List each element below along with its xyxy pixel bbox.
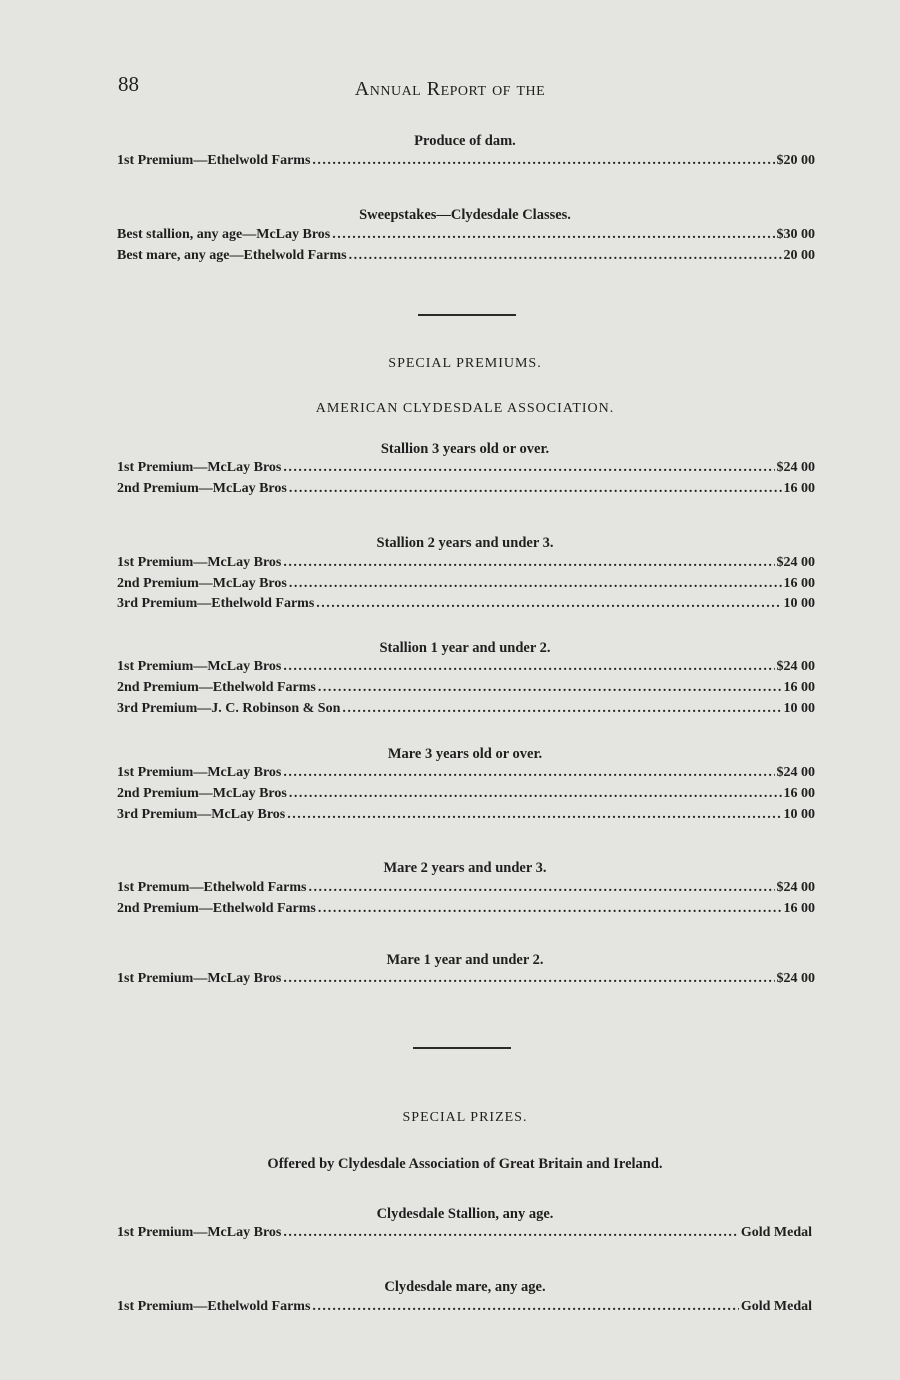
leader-dots <box>283 659 774 675</box>
leader-dots <box>342 701 781 717</box>
leader-dots <box>283 971 774 987</box>
entry-amount: 16 00 <box>783 901 815 916</box>
leader-dots <box>283 1225 738 1241</box>
section-title-mare-2: Mare 2 years and under 3. <box>383 860 547 876</box>
leader-dots <box>316 596 781 612</box>
leader-dots <box>289 786 782 802</box>
entry-label: 2nd Premium—Ethelwold Farms <box>117 901 316 916</box>
leader-dots <box>283 460 774 476</box>
entry-label: 3rd Premium—J. C. Robinson & Son <box>117 701 341 716</box>
entry-amount: 10 00 <box>783 596 815 611</box>
section-divider <box>418 314 516 316</box>
entry-amount: 20 00 <box>783 248 815 263</box>
list-item <box>117 481 815 501</box>
leader-dots <box>283 555 774 571</box>
list-item <box>117 153 815 173</box>
section-title-mare-3: Mare 3 years old or over. <box>387 746 543 762</box>
entry-label: 1st Premum—Ethelwold Farms <box>117 880 307 895</box>
entry-label: 2nd Premium—McLay Bros <box>117 481 287 496</box>
entry-amount: 16 00 <box>783 481 815 496</box>
section-title-stallion-2: Stallion 2 years and under 3. <box>376 535 554 551</box>
special-premiums-heading: SPECIAL PREMIUMS. <box>388 356 542 371</box>
entry-amount: $24 00 <box>776 880 815 895</box>
list-item <box>117 807 815 827</box>
entry-amount: $24 00 <box>776 659 815 674</box>
entry-label: 1st Premium—Ethelwold Farms <box>117 153 311 168</box>
list-item <box>117 901 815 921</box>
entry-amount: $24 00 <box>776 765 815 780</box>
running-head-text: Annual Report of the <box>354 78 546 100</box>
list-item <box>117 701 815 721</box>
list-item <box>117 1225 812 1245</box>
entry-amount: $24 00 <box>776 460 815 475</box>
list-item <box>117 576 815 596</box>
leader-dots <box>312 153 774 169</box>
list-item <box>117 1299 812 1319</box>
entry-label: 3rd Premium—McLay Bros <box>117 807 286 822</box>
entry-label: 2nd Premium—Ethelwold Farms <box>117 680 316 695</box>
section-title-mare-1: Mare 1 year and under 2. <box>386 952 544 968</box>
entry-amount: $24 00 <box>776 971 815 986</box>
offered-by-line: Offered by Clydesdale Association of Great Britain and Ireland. <box>267 1156 663 1172</box>
section-title-produce-of-dam: Produce of dam. <box>414 133 516 149</box>
entry-amount: $24 00 <box>776 555 815 570</box>
leader-dots <box>283 765 774 781</box>
entry-label: 3rd Premium—Ethelwold Farms <box>117 596 315 611</box>
list-item <box>117 971 815 991</box>
entry-amount: $30 00 <box>776 227 815 242</box>
leader-dots <box>332 227 774 243</box>
list-item <box>117 596 815 616</box>
list-item <box>117 248 815 268</box>
list-item <box>117 680 815 700</box>
entry-amount: Gold Medal <box>740 1225 812 1240</box>
leader-dots <box>318 901 782 917</box>
leader-dots <box>289 576 782 592</box>
list-item <box>117 460 815 480</box>
entry-amount: Gold Medal <box>740 1299 812 1314</box>
entry-label: 2nd Premium—McLay Bros <box>117 576 287 591</box>
association-heading: AMERICAN CLYDESDALE ASSOCIATION. <box>315 401 615 416</box>
leader-dots <box>318 680 782 696</box>
section-divider <box>413 1047 511 1049</box>
leader-dots <box>349 248 782 264</box>
section-title-stallion-1: Stallion 1 year and under 2. <box>379 640 551 656</box>
section-title-clydesdale-stallion: Clydesdale Stallion, any age. <box>376 1206 554 1222</box>
entry-label: 1st Premium—McLay Bros <box>117 659 282 674</box>
list-item <box>117 880 815 900</box>
entry-label: 1st Premium—McLay Bros <box>117 555 282 570</box>
running-head <box>0 78 900 101</box>
list-item <box>117 227 815 247</box>
entry-label: Best stallion, any age—McLay Bros <box>117 227 331 242</box>
entry-amount: 16 00 <box>783 786 815 801</box>
entry-label: 2nd Premium—McLay Bros <box>117 786 287 801</box>
list-item <box>117 659 815 679</box>
entry-label: 1st Premium—Ethelwold Farms <box>117 1299 311 1314</box>
entry-amount: 16 00 <box>783 680 815 695</box>
entry-label: 1st Premium—McLay Bros <box>117 1225 282 1240</box>
entry-label: 1st Premium—McLay Bros <box>117 765 282 780</box>
leader-dots <box>287 807 781 823</box>
entry-amount: $20 00 <box>776 153 815 168</box>
section-title-clydesdale-mare: Clydesdale mare, any age. <box>384 1279 546 1295</box>
list-item <box>117 555 815 575</box>
leader-dots <box>312 1299 738 1315</box>
entry-amount: 10 00 <box>783 807 815 822</box>
entry-label: Best mare, any age—Ethelwold Farms <box>117 248 347 263</box>
entry-label: 1st Premium—McLay Bros <box>117 460 282 475</box>
list-item <box>117 786 815 806</box>
page-number: 88 <box>118 72 139 96</box>
special-prizes-heading: SPECIAL PRIZES. <box>402 1110 528 1125</box>
section-title-sweepstakes: Sweepstakes—Clydesdale Classes. <box>359 207 571 223</box>
leader-dots <box>309 880 775 896</box>
entry-label: 1st Premium—McLay Bros <box>117 971 282 986</box>
list-item <box>117 765 815 785</box>
entry-amount: 10 00 <box>783 701 815 716</box>
entry-amount: 16 00 <box>783 576 815 591</box>
section-title-stallion-3: Stallion 3 years old or over. <box>380 441 550 457</box>
leader-dots <box>289 481 782 497</box>
